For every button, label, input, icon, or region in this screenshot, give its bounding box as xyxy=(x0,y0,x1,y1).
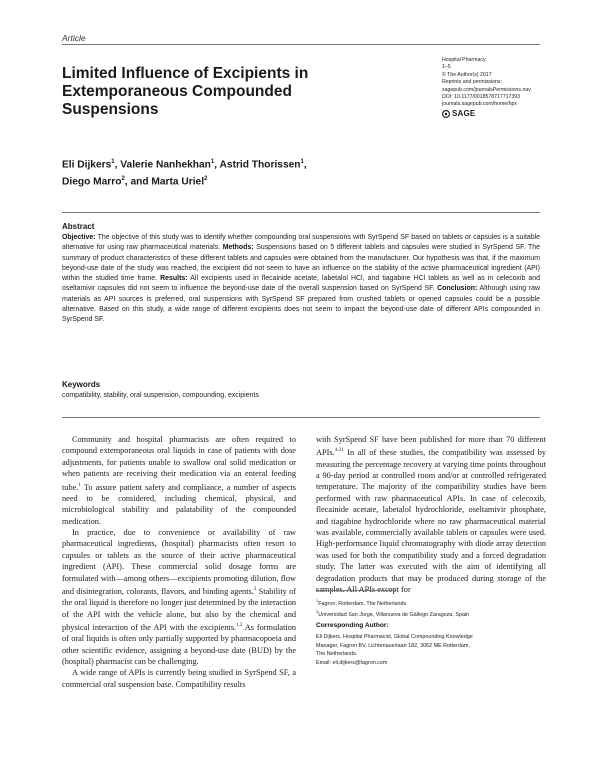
methods-label: Methods: xyxy=(222,244,254,252)
citation-ref[interactable]: 2 xyxy=(253,587,257,593)
affiliation-number: 2 xyxy=(316,609,319,615)
affiliation-text: Universidad San Jorge, Villanueva de Gállego Zaragoza, Spain xyxy=(318,612,470,618)
author: Astrid Thorissen xyxy=(219,159,301,171)
conclusion-text: Although using raw materials as API sources is preferred, oral suspensions with SyrSpend SF prepared from crushed tablets or opened capsules could be a possible alternative. Based on this study, a wide range of different excipients does not seem to impact the beyond-use date of different APIs compounded in SyrSpend SF. xyxy=(62,285,541,324)
author-affiliation-mark: 2 xyxy=(204,176,208,183)
citation-ref[interactable]: 1,3 xyxy=(236,623,243,629)
paragraph-text: As formulation of oral liquids is often only partially supported by pharmacopoeia and other scientific evidence, assigning a beyond-use date (BUD) by the (hospital) pharmacist can be challenging. xyxy=(62,622,296,667)
paragraph-text: Stability of the oral liquid is therefore no longer just determined by the interaction of the API with the vehicle alone, but also by the chemical and physical interaction of the API with the excipients. xyxy=(62,586,297,632)
paragraph-text: In all of these studies, the compatibility was assessed by measuring the percentage recovery at varying time points throughout a 90-day period at controlled room and/or at controlled refrigerated temperature. The majority of the compatibility studies have been performed with raw pharmaceutical APIs. In case of celecoxib, flecainide acetate, labetalol hydrochloride, oseltamivir phosphate, and tiagabine hydrochloride where no raw pharmaceutical material was available, commercially available tablets or capsules were used. High-performance liquid chromatography with diode array detection was used for both the compatibility study and a forced degradation study. The latter was executed with the aim of identifying all degradation products that may be produced during storage of the samples. All APIs except for xyxy=(316,448,546,595)
results-label: Results: xyxy=(160,275,188,283)
page-range: 1–5 xyxy=(442,64,451,71)
abstract-top-rule xyxy=(62,212,540,213)
reprints-label: Reprints and permissions: xyxy=(442,79,502,86)
paragraph-text: Community and hospital pharmacists are often required to compound extemporaneous oral liquids in case of patients with dose adjustments, for patients unable to swallow oral solid medication or when patients are receiving their medication via an enteral feeding tube. xyxy=(62,435,296,492)
journal-homepage-link[interactable]: journals.sagepub.com/home/hpx xyxy=(442,101,517,108)
author-separator: , xyxy=(303,159,307,171)
body-column-right xyxy=(316,434,546,595)
objective-label: Objective: xyxy=(62,234,96,241)
footnote-rule xyxy=(316,590,396,591)
body-paragraph xyxy=(316,434,546,595)
corresponding-author-heading: Corresponding Author: xyxy=(316,622,389,629)
affiliation-item xyxy=(316,608,546,619)
author: Diego Marro xyxy=(62,176,122,188)
permissions-link[interactable]: sagepub.com/journalsPermissions.nav xyxy=(442,86,531,93)
keywords-heading: Keywords xyxy=(62,380,101,389)
sage-icon xyxy=(442,110,450,118)
methods-text: Suspensions based on 5 different tablets and capsules were studied in SyrSpend SF. The summary of product characteristics of these different tablets and capsules were obtained from the manufacturer. Our hypothesis was that, if the maximum beyond-use date of the study was reached, the excipient did not seem to have an influence on the stability of the active pharmaceutical ingredient (API) within the studied time frame. xyxy=(62,244,540,283)
body-paragraph xyxy=(62,667,296,690)
author-list xyxy=(62,155,392,190)
affiliation-item xyxy=(316,597,546,608)
author-separator: , xyxy=(114,159,121,171)
affiliations xyxy=(316,597,546,619)
paragraph-text: with SyrSpend SF have been published for more than 70 different APIs. xyxy=(316,435,546,458)
author-separator: , and xyxy=(124,176,152,188)
body-paragraph xyxy=(62,434,296,527)
doi[interactable]: DOI: 10.1177/0018578717717393 xyxy=(442,94,521,101)
article-type-label: Article xyxy=(62,33,86,43)
author-affiliation-mark: 1 xyxy=(111,159,115,165)
objective-text: The objective of this study was to identify whether compounding oral suspensions with SyrSpend SF based on tablets or capsules is a suitable alternative for using raw pharmaceutical materials. xyxy=(62,234,540,252)
corresponding-email[interactable]: Email: eli.dijkers@fagron.com xyxy=(316,659,388,666)
paragraph-text: To assure patient safety and compliance, a number of aspects need to be considered, including chemical, physical, and microbiological stability and palatability of the compounded medication. xyxy=(62,482,296,526)
results-text: All excipients used in flecainide acetate, labetalol HCl, and tiagabine HCl tablets as well as in celecoxib and oseltamivir capsules did not seem to influence the beyond-use date of the overall suspension based on SyrSpend SF. xyxy=(62,275,541,293)
body-paragraph xyxy=(62,527,296,667)
publisher-name: SAGE xyxy=(452,109,476,119)
paragraph-text: In practice, due to convenience or availability of raw pharmaceutical ingredients, (hospital) pharmacists often resort to capsules or tablets as the source of their active pharmaceutical ingredient (API). These commercial solid dosage forms are formulated with—among others—excipients promoting dilution, flow and disintegration, colorants, flavors, and binding agents. xyxy=(62,528,296,596)
journal-name: Hospital Pharmacy xyxy=(442,57,486,63)
author-affiliation-mark: 2 xyxy=(121,176,125,183)
abstract-heading: Abstract xyxy=(62,222,95,231)
paragraph-text: A wide range of APIs is currently being studied in SyrSpend SF, a commercial oral suspension base. Compatibility results xyxy=(62,668,296,689)
author-separator: , xyxy=(214,159,220,171)
citation-ref[interactable]: 1 xyxy=(78,482,81,488)
author: Valerie Nanhekhan xyxy=(120,159,211,171)
article-title: Limited Influence of Excipients in Extemporaneous Compounded Suspensions xyxy=(62,65,309,118)
author-affiliation-mark: 1 xyxy=(210,159,215,165)
body-column-left xyxy=(62,434,296,690)
corresponding-line: Eli Dijkers, Hospital Pharmacist, Global Compounding Knowledge xyxy=(316,634,473,640)
author: Eli Dijkers xyxy=(62,159,112,171)
abstract-text xyxy=(62,233,540,326)
body-top-rule xyxy=(62,417,540,418)
affiliation-text: Fagron, Rotterdam, The Netherlands xyxy=(318,600,407,607)
copyright: © The Author(s) 2017 xyxy=(442,71,492,78)
conclusion-label: Conclusion: xyxy=(437,285,478,293)
corresponding-line: The Netherlands. xyxy=(316,651,358,658)
keywords-text: compatibility, stability, oral suspension, compounding, excipients xyxy=(62,392,259,399)
affiliation-number: 1 xyxy=(316,598,319,603)
header-rule xyxy=(62,44,540,45)
corresponding-author-details xyxy=(316,633,546,667)
author-affiliation-mark: 1 xyxy=(300,159,304,165)
citation-ref[interactable]: 4-21 xyxy=(334,448,344,454)
sage-logo xyxy=(442,110,552,118)
journal-info xyxy=(442,57,552,118)
author: Marta Uriel xyxy=(151,176,205,188)
corresponding-line: Manager, Fagron BV, Lichtenauerlaan 182, 3062 ME Rotterdam, xyxy=(316,642,470,649)
